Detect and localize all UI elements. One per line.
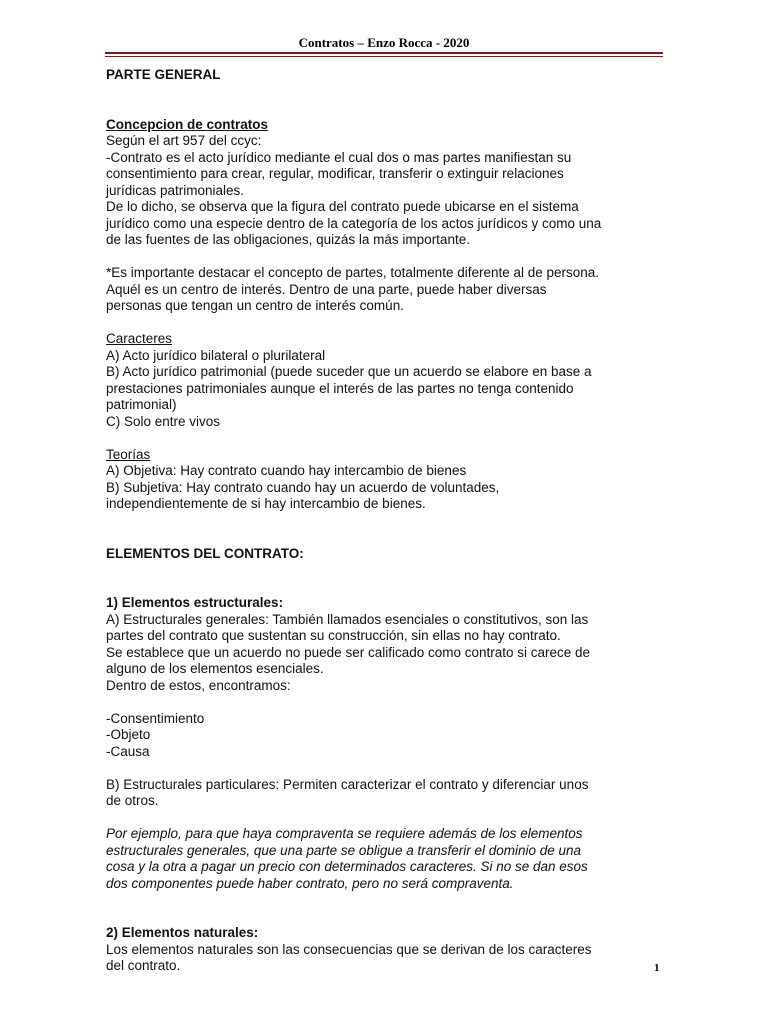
text-line: *Es importante destacar el concepto de partes, totalmente diferente al de persona.: [106, 265, 600, 280]
document-header: Contratos – Enzo Rocca - 2020: [298, 35, 470, 50]
subsection-heading-naturales: 2) Elementos naturales:: [106, 925, 259, 940]
part-heading: PARTE GENERAL: [106, 67, 221, 82]
section-heading-elementos: ELEMENTOS DEL CONTRATO:: [106, 545, 304, 561]
text-line: A) Acto jurídico bilateral o plurilateral: [106, 347, 326, 363]
example-line: Por ejemplo, para que haya compraventa se requiere además de los elementos: [106, 826, 583, 841]
example-line: estructurales generales, que una parte se obligue a transferir el dominio de una: [106, 842, 582, 858]
text-line: C) Solo entre vivos: [106, 413, 221, 429]
text-line: personas que tengan un centro de interés común.: [106, 298, 404, 313]
example-line: dos componentes puede haber contrato, pero no será compraventa.: [106, 875, 514, 891]
section-heading-caracteres: Caracteres: [106, 331, 173, 346]
text-line: B) Acto jurídico patrimonial (puede suceder que un acuerdo se elabore en base a: [106, 364, 592, 379]
text-line: independientemente de si hay intercambio de bienes.: [106, 496, 426, 511]
text-line: partes del contrato que sustentan su construcción, sin ellas no hay contrato.: [106, 628, 561, 643]
section-heading-teorias: Teorías: [106, 446, 151, 462]
text-line: B) Estructurales particulares: Permiten caracterizar el contrato y diferenciar unos: [106, 776, 589, 792]
list-item: -Consentimiento: [106, 710, 205, 726]
text-line: Aquél es un centro de interés. Dentro de una parte, puede haber diversas: [106, 281, 547, 297]
document-body: [106, 67, 666, 975]
text-line: A) Objetiva: Hay contrato cuando hay intercambio de bienes: [106, 463, 467, 478]
text-line: Dentro de estos, encontramos:: [106, 677, 291, 693]
text-line: A) Estructurales generales: También llamados esenciales o constitutivos, son las: [106, 611, 589, 627]
text-line: jurídico como una especie dentro de la categoría de los actos jurídicos y como una: [106, 215, 602, 231]
text-line: Los elementos naturales son las consecuencias que se derivan de los caracteres: [106, 941, 592, 957]
text-line: alguno de los elementos esenciales.: [106, 661, 324, 676]
text-line: jurídicas patrimoniales.: [106, 182, 245, 198]
text-line: B) Subjetiva: Hay contrato cuando hay un acuerdo de voluntades,: [106, 479, 500, 495]
list-item: -Objeto: [106, 727, 151, 742]
section-heading-concepcion: Concepcion de contratos: [106, 116, 269, 132]
text-line: patrimonial): [106, 397, 177, 412]
text-line: de otros.: [106, 793, 159, 808]
text-line: prestaciones patrimoniales aunque el interés de las partes no tenga contenido: [106, 380, 574, 396]
text-line: -Contrato es el acto jurídico mediante el cual dos o mas partes manifiestan su: [106, 149, 572, 165]
page-number: 1: [654, 962, 660, 974]
list-item: -Causa: [106, 743, 150, 759]
header-rule-thin: [105, 56, 663, 57]
header-rule: [105, 52, 663, 54]
text-line: de las fuentes de las obligaciones, quizás la más importante.: [106, 232, 470, 247]
text-line: Se establece que un acuerdo no puede ser calificado como contrato si carece de: [106, 644, 591, 660]
text-line: consentimiento para crear, regular, modificar, transferir o extinguir relaciones: [106, 166, 564, 181]
subsection-heading-estructurales: 1) Elementos estructurales:: [106, 595, 284, 610]
text-line: del contrato.: [106, 958, 181, 973]
example-line: cosa y la otra a pagar un precio con determinados caracteres. Si no se dan esos: [106, 859, 588, 874]
text-line: Según el art 957 del ccyc:: [106, 133, 262, 148]
text-line: De lo dicho, se observa que la figura del contrato puede ubicarse en el sistema: [106, 199, 579, 214]
